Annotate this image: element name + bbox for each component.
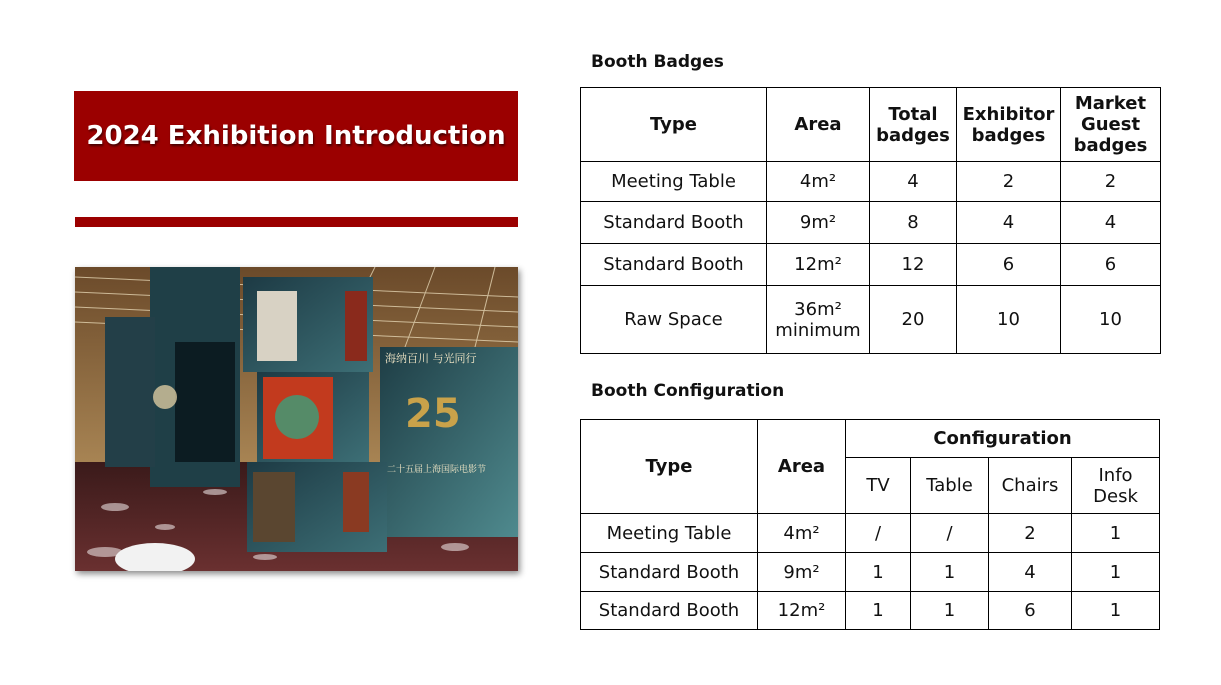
badges-cell-type: Standard Booth: [581, 244, 767, 286]
badges-cell-total: 20: [870, 286, 957, 354]
badges-header-total: Total badges: [870, 88, 957, 162]
slide-title-banner: [74, 91, 518, 181]
config-cell-table: 1: [911, 592, 989, 630]
badges-table: [580, 87, 1161, 354]
config-table: [580, 419, 1160, 630]
signage-top-text: 海纳百川 与光同行: [385, 352, 477, 365]
config-cell-area: 4m²: [758, 514, 846, 553]
config-subheader-chairs: Chairs: [989, 458, 1072, 514]
config-cell-type: Standard Booth: [581, 592, 758, 630]
badges-cell-type: Raw Space: [581, 286, 767, 354]
badges-header-row: [581, 88, 1161, 162]
badges-header-market-guest: Market Guest badges: [1061, 88, 1161, 162]
signage-bottom-text: 二十五届上海国际电影节: [387, 465, 487, 475]
badges-cell-exhibitor: 4: [957, 202, 1061, 244]
config-cell-info-desk: 1: [1072, 514, 1160, 553]
table-row: [581, 286, 1161, 354]
badges-cell-market-guest: 4: [1061, 202, 1161, 244]
badges-cell-type: Standard Booth: [581, 202, 767, 244]
badges-cell-total: 8: [870, 202, 957, 244]
badges-cell-exhibitor: 2: [957, 162, 1061, 202]
badges-cell-type: Meeting Table: [581, 162, 767, 202]
table-row: [581, 244, 1161, 286]
badges-cell-area: 36m² minimum: [767, 286, 870, 354]
config-subheader-table: Table: [911, 458, 989, 514]
badges-cell-area: 9m²: [767, 202, 870, 244]
badges-cell-area: 12m²: [767, 244, 870, 286]
badges-cell-exhibitor: 6: [957, 244, 1061, 286]
exhibition-photo: [75, 267, 518, 571]
config-cell-chairs: 6: [989, 592, 1072, 630]
slide-title: 2024 Exhibition Introduction: [86, 121, 506, 151]
config-cell-type: Meeting Table: [581, 514, 758, 553]
badges-cell-area: 4m²: [767, 162, 870, 202]
badges-cell-market-guest: 10: [1061, 286, 1161, 354]
badges-header-exhibitor: Exhibitor badges: [957, 88, 1061, 162]
badges-header-type: Type: [581, 88, 767, 162]
table-row: [581, 514, 1160, 553]
config-cell-table: 1: [911, 553, 989, 592]
config-cell-chairs: 4: [989, 553, 1072, 592]
config-header-row: [581, 420, 1160, 458]
config-header-configuration: Configuration: [846, 420, 1160, 458]
badges-cell-total: 12: [870, 244, 957, 286]
config-subheader-info-desk: Info Desk: [1072, 458, 1160, 514]
logo-number: 25: [405, 391, 461, 437]
config-cell-tv: 1: [846, 553, 911, 592]
config-cell-area: 12m²: [758, 592, 846, 630]
config-cell-type: Standard Booth: [581, 553, 758, 592]
table-row: [581, 162, 1161, 202]
badges-cell-market-guest: 6: [1061, 244, 1161, 286]
config-cell-info-desk: 1: [1072, 592, 1160, 630]
badges-heading: Booth Badges: [591, 52, 724, 72]
config-header-type: Type: [581, 420, 758, 514]
config-heading: Booth Configuration: [591, 381, 785, 401]
badges-cell-exhibitor: 10: [957, 286, 1061, 354]
config-cell-table: /: [911, 514, 989, 553]
table-row: [581, 553, 1160, 592]
badges-header-area: Area: [767, 88, 870, 162]
badges-cell-market-guest: 2: [1061, 162, 1161, 202]
config-cell-chairs: 2: [989, 514, 1072, 553]
config-cell-tv: 1: [846, 592, 911, 630]
table-row: [581, 592, 1160, 630]
config-cell-area: 9m²: [758, 553, 846, 592]
badges-cell-total: 4: [870, 162, 957, 202]
config-header-area: Area: [758, 420, 846, 514]
config-subheader-tv: TV: [846, 458, 911, 514]
title-divider-bar: [75, 217, 518, 227]
config-cell-info-desk: 1: [1072, 553, 1160, 592]
table-row: [581, 202, 1161, 244]
config-cell-tv: /: [846, 514, 911, 553]
